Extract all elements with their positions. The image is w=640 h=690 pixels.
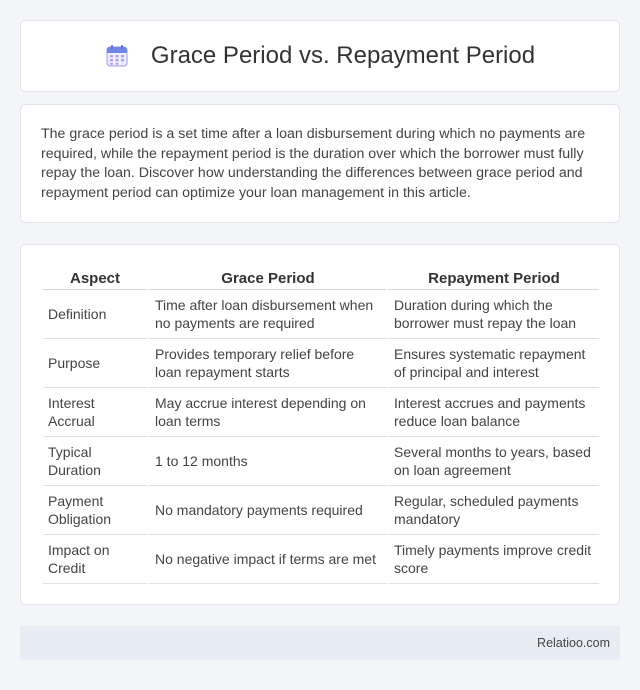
table-row	[43, 339, 599, 388]
grace-cell: No negative impact if terms are met	[147, 535, 386, 584]
table-row	[43, 437, 599, 486]
aspect-cell: Impact on Credit	[43, 535, 147, 584]
intro-card	[20, 104, 620, 223]
title-wrap	[105, 42, 535, 70]
aspect-cell: Payment Obligation	[43, 486, 147, 535]
table-row	[43, 290, 599, 339]
grace-cell: No mandatory payments required	[147, 486, 386, 535]
grace-cell: Provides temporary relief before loan repayment starts	[147, 339, 386, 388]
repayment-cell: Interest accrues and payments reduce loan balance	[386, 388, 599, 437]
header-repayment-period: Repayment Period	[386, 265, 599, 290]
repayment-cell: Regular, scheduled payments mandatory	[386, 486, 599, 535]
repayment-cell: Duration during which the borrower must repay the loan	[386, 290, 599, 339]
page-title: Grace Period vs. Repayment Period	[150, 42, 536, 69]
calendar-icon	[105, 44, 129, 68]
repayment-cell: Several months to years, based on loan agreement	[386, 437, 599, 486]
intro-paragraph: The grace period is a set time after a loan disbursement during which no payments are required, while the repayment period is the duration over which the borrower must fully repay the loan. Discover how understanding the differences between grace period and repayment period can optimize your loan management in this article.	[41, 126, 586, 201]
repayment-cell: Timely payments improve credit score	[386, 535, 599, 584]
grace-cell: 1 to 12 months	[147, 437, 386, 486]
table-header-row	[43, 265, 599, 290]
table-row	[43, 388, 599, 437]
comparison-card	[20, 244, 620, 605]
comparison-table	[43, 265, 599, 584]
header-grace-period: Grace Period	[147, 265, 386, 290]
table-row	[43, 486, 599, 535]
table-row	[43, 535, 599, 584]
footer-site-link[interactable]: Relatioo.com	[537, 636, 610, 650]
aspect-cell: Purpose	[43, 339, 147, 388]
header-card	[20, 20, 620, 92]
footer-bar	[20, 626, 620, 660]
header-aspect: Aspect	[43, 265, 147, 290]
grace-cell: May accrue interest depending on loan terms	[147, 388, 386, 437]
grace-cell: Time after loan disbursement when no payments are required	[147, 290, 386, 339]
aspect-cell: Interest Accrual	[43, 388, 147, 437]
repayment-cell: Ensures systematic repayment of principal and interest	[386, 339, 599, 388]
aspect-cell: Typical Duration	[43, 437, 147, 486]
aspect-cell: Definition	[43, 290, 147, 339]
